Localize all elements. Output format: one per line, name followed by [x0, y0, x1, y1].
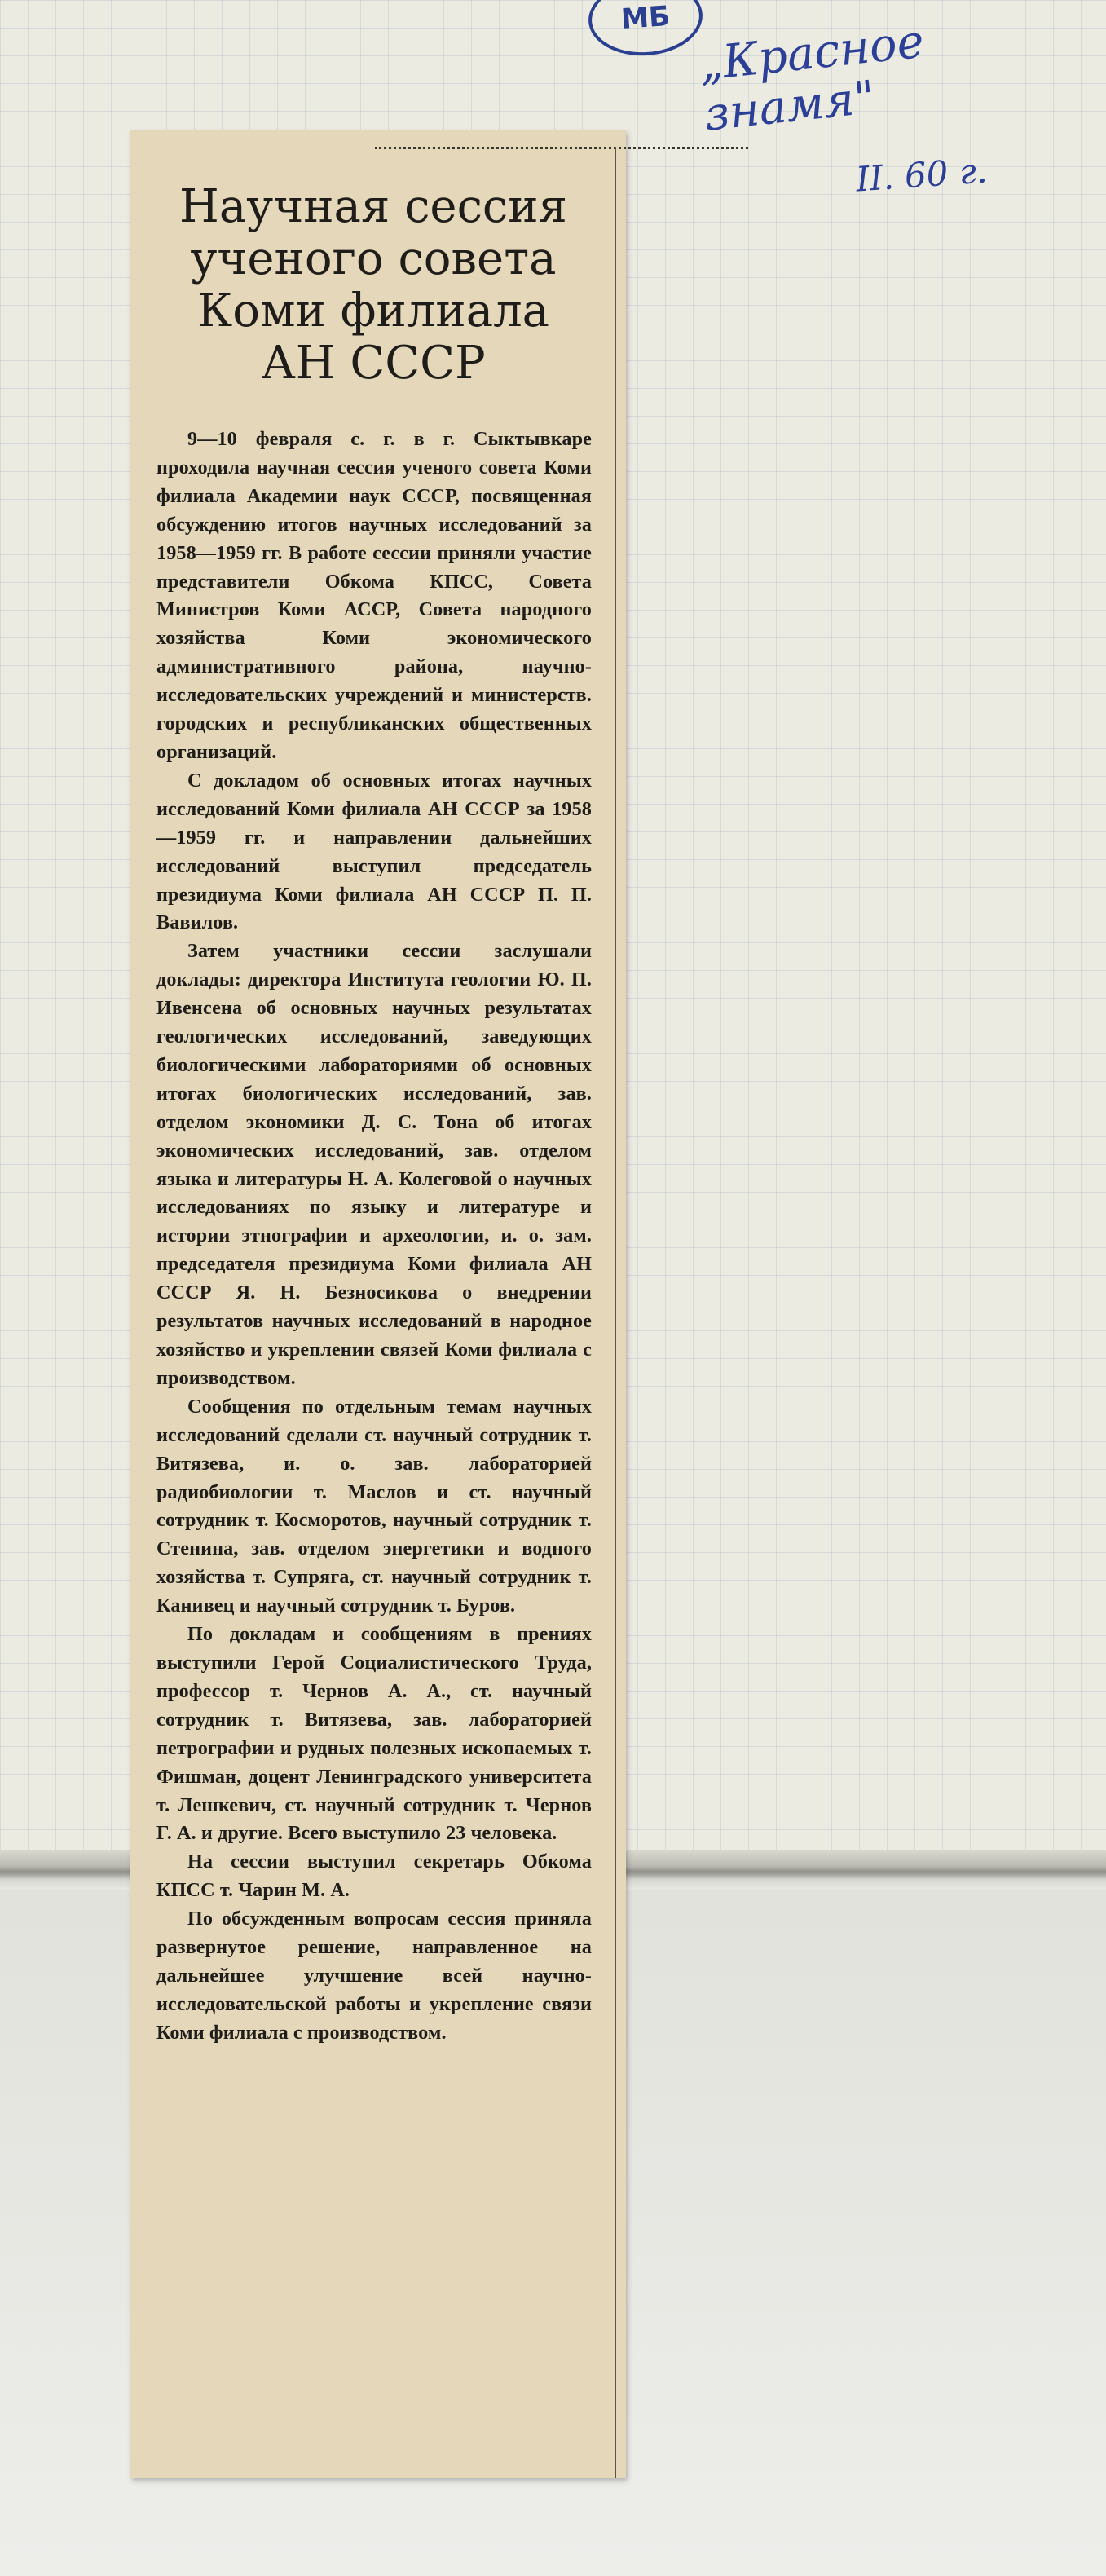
dotted-rule [375, 147, 748, 149]
article-paragraph: На сессии выступил секретарь Обкома КПСС т. Чарин М. А. [156, 1850, 592, 1902]
archive-stamp: МБ [586, 0, 705, 60]
handwritten-date: II. 60 г. [854, 150, 989, 200]
article-body [156, 426, 592, 2048]
article-paragraph: По обсужденным вопросам сессия приняла развернутое решение, направленное на дальнейшее улучшение всей научно-исследовательской работы и укрепление связи Коми филиала с производством. [156, 1908, 592, 2044]
article-paragraph: Затем участники сессии заслушали доклады: директора Института геологии Ю. П. Ивенсена об основных научных результатах геологических исследований, заведующих биологическими лабораториями об основных итогах биологических исследований, зав. отделом экономики Д. С. Тона об итогах экономических исследований, зав. отделом языка и литературы Н. А. Колеговой о научных исследованиях по языку и литературе и истории этнографии и археологии, и. о. зам. председателя президиума Коми филиала АН СССР Я. Н. Безносикова о внедрении результатов научных исследований в народное хозяйство и укреплении связей Коми филиала с производством. [156, 940, 592, 1389]
article-headline: Научная сессия ученого совета Коми филиала АН СССР [179, 180, 567, 390]
newspaper-clipping [130, 130, 626, 2478]
article-paragraph: С докладом об основных итогах научных исследований Коми филиала АН СССР за 1958—1959 гг. и направлении дальнейших исследований выступил председатель президиума Коми филиала АН СССР П. П. Вавилов. [156, 769, 592, 934]
article-paragraph: 9—10 февраля с. г. в г. Сыктывкаре проходила научная сессия ученого совета Коми филиала Академии наук СССР, посвященная обсуждению итогов научных исследований за 1958—1959 гг. В работе сессии приняли участие представители Обкома КПСС, Совета Министров Коми АССР, Совета народного хозяйства Коми экономического административного района, научно-исследовательских учреждений и министерств. городских и республиканских общественных организаций. [156, 428, 592, 763]
article-paragraph: По докладам и сообщениям в прениях выступили Герой Социалистического Труда, профессор т. Чернов А. А., ст. научный сотрудник т. Витязева, зав. лабораторией петрографии и рудных полезных ископаемых т. Фишман, доцент Ленинградского университета т. Лешкевич, ст. научный сотрудник т. Чернов Г. А. и другие. Всего выступило 23 человека. [156, 1623, 592, 1845]
column-rule [615, 147, 616, 2478]
handwritten-newspaper-name: „Красное знамя" [696, 15, 927, 142]
article-paragraph: Сообщения по отдельным темам научных исследований сделали ст. научный сотрудник т. Витязева, и. о. зав. лабораторией радиобиологии т. Маслов и ст. научный сотрудник т. Косморотов, научный сотрудник т. Стенина, зав. отделом энергетики и водного хозяйства т. Супряга, ст. научный сотрудник т. Канивец и научный сотрудник т. Буров. [156, 1395, 592, 1617]
